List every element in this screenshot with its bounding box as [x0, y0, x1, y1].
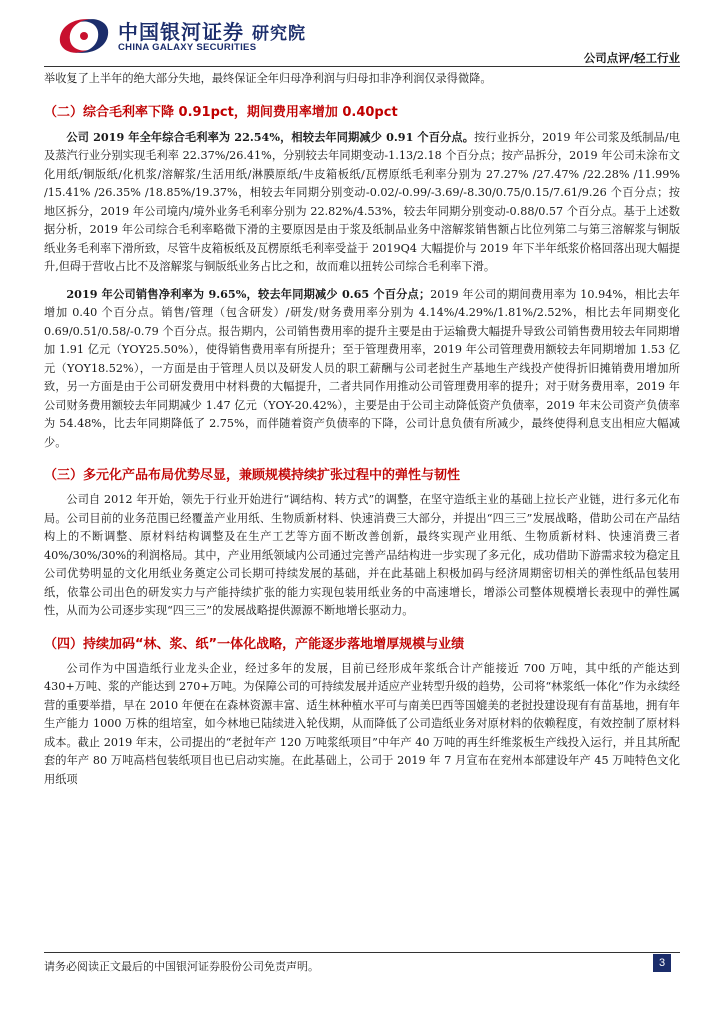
galaxy-swirl-logo: [54, 12, 114, 60]
footer-divider: [44, 952, 680, 953]
brand-institute: 研究院: [252, 24, 306, 44]
section-2-p2-highlight: 2019 年公司销售净利率为 9.65%，较去年同期减少 0.65 个百分点；: [66, 286, 431, 301]
section-2-paragraph-2: [44, 285, 680, 453]
section-2-paragraph-1: [44, 128, 680, 277]
report-category: 公司点评/轻工行业: [583, 51, 680, 65]
section-4-paragraph-1: 公司作为中国造纸行业龙头企业，经过多年的发展，目前已经形成年浆纸合计产能接近 700 万吨，其中纸的产能达到 430+万吨、浆的产能达到 270+万吨。为保障公司的可持续发展并适应产业转型升级的趋势，公司将“林浆纸一体化”作为永续经营的重要举措，早在 2010 年便在在森林资源丰富、适生林种植水平可与南美巴西等国媲美的老挝投建设现有有苗基地，拥有年生产能力 1000 万株的组培室，如今林地已陆续进入轮伐期，从而降低了公司造纸业务对原材料的依赖程度，有效控制了原材料成本。截止 2019 年末，公司提出的“老挝年产 120 万吨浆纸项目”中年产 40 万吨的再生纤维浆板生产线投入运行，并且其所配套的年产 80 万吨高档包装纸项目也已启动实施。在此基础上，公司于 2019 年 7 月宣布在兖州本部建设年产 45 万吨特色文化用纸项: [44, 661, 680, 786]
section-3-title: （三）多元化产品布局优势尽显，兼顾规模持续扩张过程中的弹性与韧性: [44, 468, 461, 483]
brand-name-cn: 中国银河证券: [118, 20, 244, 44]
section-2-title: （二）综合毛利率下降 0.91pct，期间费用率增加 0.40pct: [44, 104, 398, 120]
header-divider: [44, 66, 680, 67]
page-header: [0, 0, 724, 64]
intro-paragraph: 举收复了上半年的绝大部分失地，最终保证全年归母净利润与归母扣非净利润仅录得微降。: [44, 72, 492, 85]
section-2-p1-highlight: 公司 2019 年全年综合毛利率为 22.54%，相较去年同期减少 0.91 个百分点。: [66, 129, 475, 144]
report-body: [44, 70, 680, 789]
disclaimer-note: 请务必阅读正文最后的中国银河证券股份公司免责声明。: [44, 960, 319, 973]
page-number: 3: [653, 954, 671, 972]
section-3-paragraph-1: 公司自 2012 年开始，领先于行业开始进行“调结构、转方式”的调整，在坚守造纸主业的基础上拉长产业链，进行多元化布局。公司目前的业务范围已经覆盖产业用纸、生物质新材料、快速消费三大部分，并提出“四三三”发展战略，借助公司在产品结构上的不断调整、原材料结构调整及在生产工艺等方面不断改善创新，最终实现产业用纸、生物质新材料、快速消费三者 40%/30%/30%的利润格局。其中，产业用纸领域内公司通过完善产品结构进一步实现了多元化，成功借助下游需求较为稳定且公司优势明显的文化用纸业务奠定公司长期可持续发展的基础，并在此基础上积极加码与经济周期密切相关的弹性纸品包装用纸，依靠公司出色的研发实力与产能持续扩张的能力实现包装用纸业务的中高速增长，增添公司整体规模增长表现中的弹性属性，从而为公司逐步实现“四三三”的发展战略提供源源不断地增长驱动力。: [44, 493, 680, 617]
section-2-p1-text: 按行业拆分，2019 年公司浆及纸制品/电及蒸汽行业分别实现毛利率 22.37%/26.41%，分别较去年同期变动-1.13/2.18 个百分点；按产品拆分，2019 年公司未涂布文化用纸/铜版纸/化机浆/溶解浆/生活用纸/淋膜原纸/牛皮箱板纸/瓦楞原纸毛利率分别为 27.27% /27.47% /22.28% /11.99% /15.41% /26.35% /18.85%/19.37%，相较去年同期分别变动-0.02/-0.99/-3.69/-8.30/0.75/0.15/7.61/9.26 个百分点；按地区拆分，2019 年公司境内/境外业务毛利率分别为 22.82%/4.53%，较去年同期分别变动-0.88/0.57 个百分点。基于上述数据分析，2019 年公司综合毛利率略微下滑的主要原因是由于浆及纸制品业务中溶解浆销售额占比位列第二与第三溶解浆与铜版纸业务毛利率下滑所致，尽管牛皮箱板纸及瓦楞原纸毛利率受益于 2019Q4 大幅提价与 2019 年下半年纸浆价格回落出现大幅提升,但碍于营收占比不及溶解浆与铜版纸业务占比之和，故而难以扭转公司综合毛利率下滑。: [44, 130, 680, 273]
brand-name-en: CHINA GALAXY SECURITIES: [118, 42, 257, 53]
section-2-p2-text: 2019 年公司的期间费用率为 10.94%，相比去年增加 0.40 个百分点。销售/管理（包含研发）/研发/财务费用率分别为 4.14%/4.29%/1.81%/2.52%，相比去年同期变化 0.69/0.51/0.58/-0.79 个百分点。报告期内，公司销售费用率的提升主要是由于运输费大幅提升导致公司销售费用较去年同期增加 1.91 亿元（YOY25.50%），使得销售费用率有所提升；至于管理费用率，2019 年公司管理费用额较去年同期增加 1.53 亿元（YOY18.52%），一方面是由于管理人员以及研发人员的职工薪酬与公司老挝生产基地生产线投产使得折旧摊销费用增加所致，另一方面是由于公司研发费用中材料费的大幅提升，二者共同作用推动公司管理费用率的提升；对于财务费用率，2019 年公司财务费用额较去年同期减少 1.47 亿元（YOY-20.42%），主要是由于公司主动降低资产负债率，2019 年末公司资产负债率为 54.48%，比去年同期降低了 2.75%，而伴随着资产负债率的下降，公司计息负债有所减少，最终使得利息支出相应大幅减少。: [44, 287, 680, 449]
brand-name: [118, 16, 306, 45]
section-4-title: （四）持续加码“林、浆、纸”一体化战略，产能逐步落地增厚规模与业绩: [44, 636, 465, 652]
